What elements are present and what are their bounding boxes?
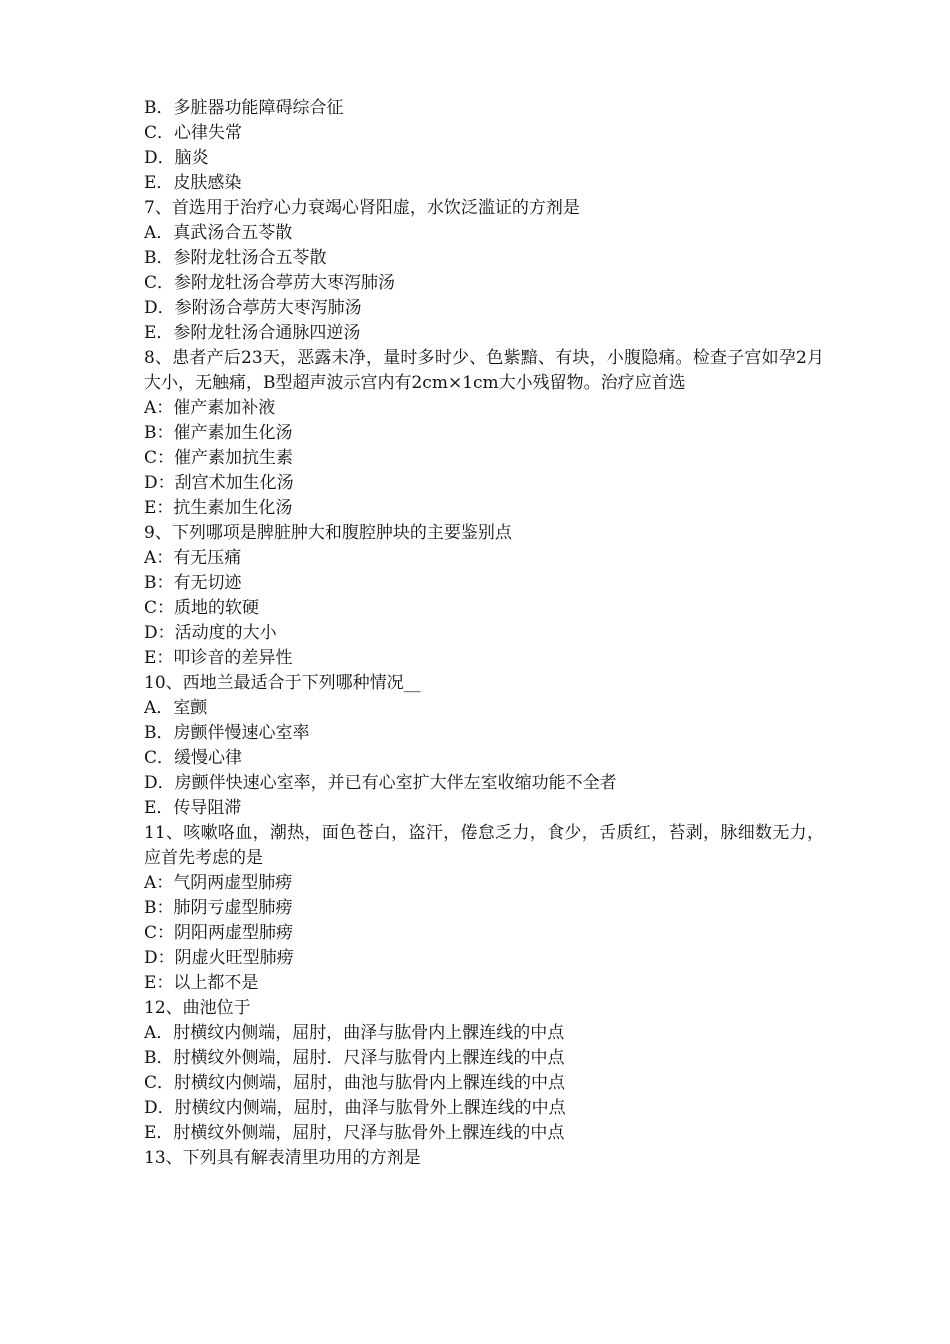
answer-option: A：有无压痛 xyxy=(144,548,242,568)
question-text: 12、曲池位于 xyxy=(144,998,251,1018)
answer-option: B．多脏器功能障碍综合征 xyxy=(144,98,344,118)
answer-option: D：刮宫术加生化汤 xyxy=(144,473,294,493)
answer-option: E：以上都不是 xyxy=(144,973,259,993)
answer-option: E：抗生素加生化汤 xyxy=(144,498,293,518)
question-text: 8、患者产后23天，恶露未净，量时多时少、色紫黯、有块，小腹隐痛。检查子宫如孕2月大小，无触痛，B型超声波示宫内有2cm×1cm大小残留物。治疗应首选 xyxy=(144,348,824,393)
answer-option: E．肘横纹外侧端，屈肘，尺泽与肱骨外上髁连线的中点 xyxy=(144,1123,565,1143)
answer-option: B．肘横纹外侧端，屈肘．尺泽与肱骨内上髁连线的中点 xyxy=(144,1048,565,1068)
answer-option: B．参附龙牡汤合五苓散 xyxy=(144,248,327,268)
answer-option: B：催产素加生化汤 xyxy=(144,423,293,443)
answer-option: E．参附龙牡汤合通脉四逆汤 xyxy=(144,323,361,343)
answer-option: C．参附龙牡汤合葶苈大枣泻肺汤 xyxy=(144,273,396,293)
answer-option: C：阴阳两虚型肺痨 xyxy=(144,923,294,943)
answer-option: C．心律失常 xyxy=(144,123,243,143)
answer-option: C：质地的软硬 xyxy=(144,598,260,618)
answer-option: B：肺阴亏虚型肺痨 xyxy=(144,898,293,918)
answer-option: C：催产素加抗生素 xyxy=(144,448,294,468)
answer-option: D：阴虚火旺型肺痨 xyxy=(144,948,294,968)
question-text: 7、首选用于治疗心力衰竭心肾阳虚，水饮泛滥证的方剂是 xyxy=(144,198,580,218)
answer-option: A：催产素加补液 xyxy=(144,398,276,418)
answer-option: B：有无切迹 xyxy=(144,573,242,593)
answer-option: E：叩诊音的差异性 xyxy=(144,648,293,668)
question-text: 11、咳嗽咯血，潮热，面色苍白，盗汗，倦怠乏力，食少，舌质红，苔剥，脉细数无力，应首先考虑的是 xyxy=(144,823,824,868)
answer-option: A．真武汤合五苓散 xyxy=(144,223,293,243)
answer-option: C．肘横纹内侧端，屈肘，曲池与肱骨内上髁连线的中点 xyxy=(144,1073,566,1093)
answer-option: C．缓慢心律 xyxy=(144,748,243,768)
answer-option: A．肘横纹内侧端，屈肘，曲泽与肱骨内上髁连线的中点 xyxy=(144,1023,565,1043)
answer-option: A．室颤 xyxy=(144,698,208,718)
answer-option: D．房颤伴快速心室率，并已有心室扩大伴左室收缩功能不全者 xyxy=(144,773,617,793)
answer-option: D．参附汤合葶苈大枣泻肺汤 xyxy=(144,298,362,318)
answer-option: B．房颤伴慢速心室率 xyxy=(144,723,310,743)
answer-option: D．脑炎 xyxy=(144,148,209,168)
question-text: 10、西地兰最适合于下列哪种情况__ xyxy=(144,673,421,693)
question-text: 9、下列哪项是脾脏肿大和腹腔肿块的主要鉴别点 xyxy=(144,523,512,543)
answer-option: E．皮肤感染 xyxy=(144,173,242,193)
question-text: 13、下列具有解表清里功用的方剂是 xyxy=(144,1148,421,1168)
answer-option: A：气阴两虚型肺痨 xyxy=(144,873,293,893)
document-page xyxy=(144,96,824,1171)
answer-option: D．肘横纹内侧端，屈肘，曲泽与肱骨外上髁连线的中点 xyxy=(144,1098,566,1118)
answer-option: E．传导阻滞 xyxy=(144,798,242,818)
answer-option: D：活动度的大小 xyxy=(144,623,277,643)
